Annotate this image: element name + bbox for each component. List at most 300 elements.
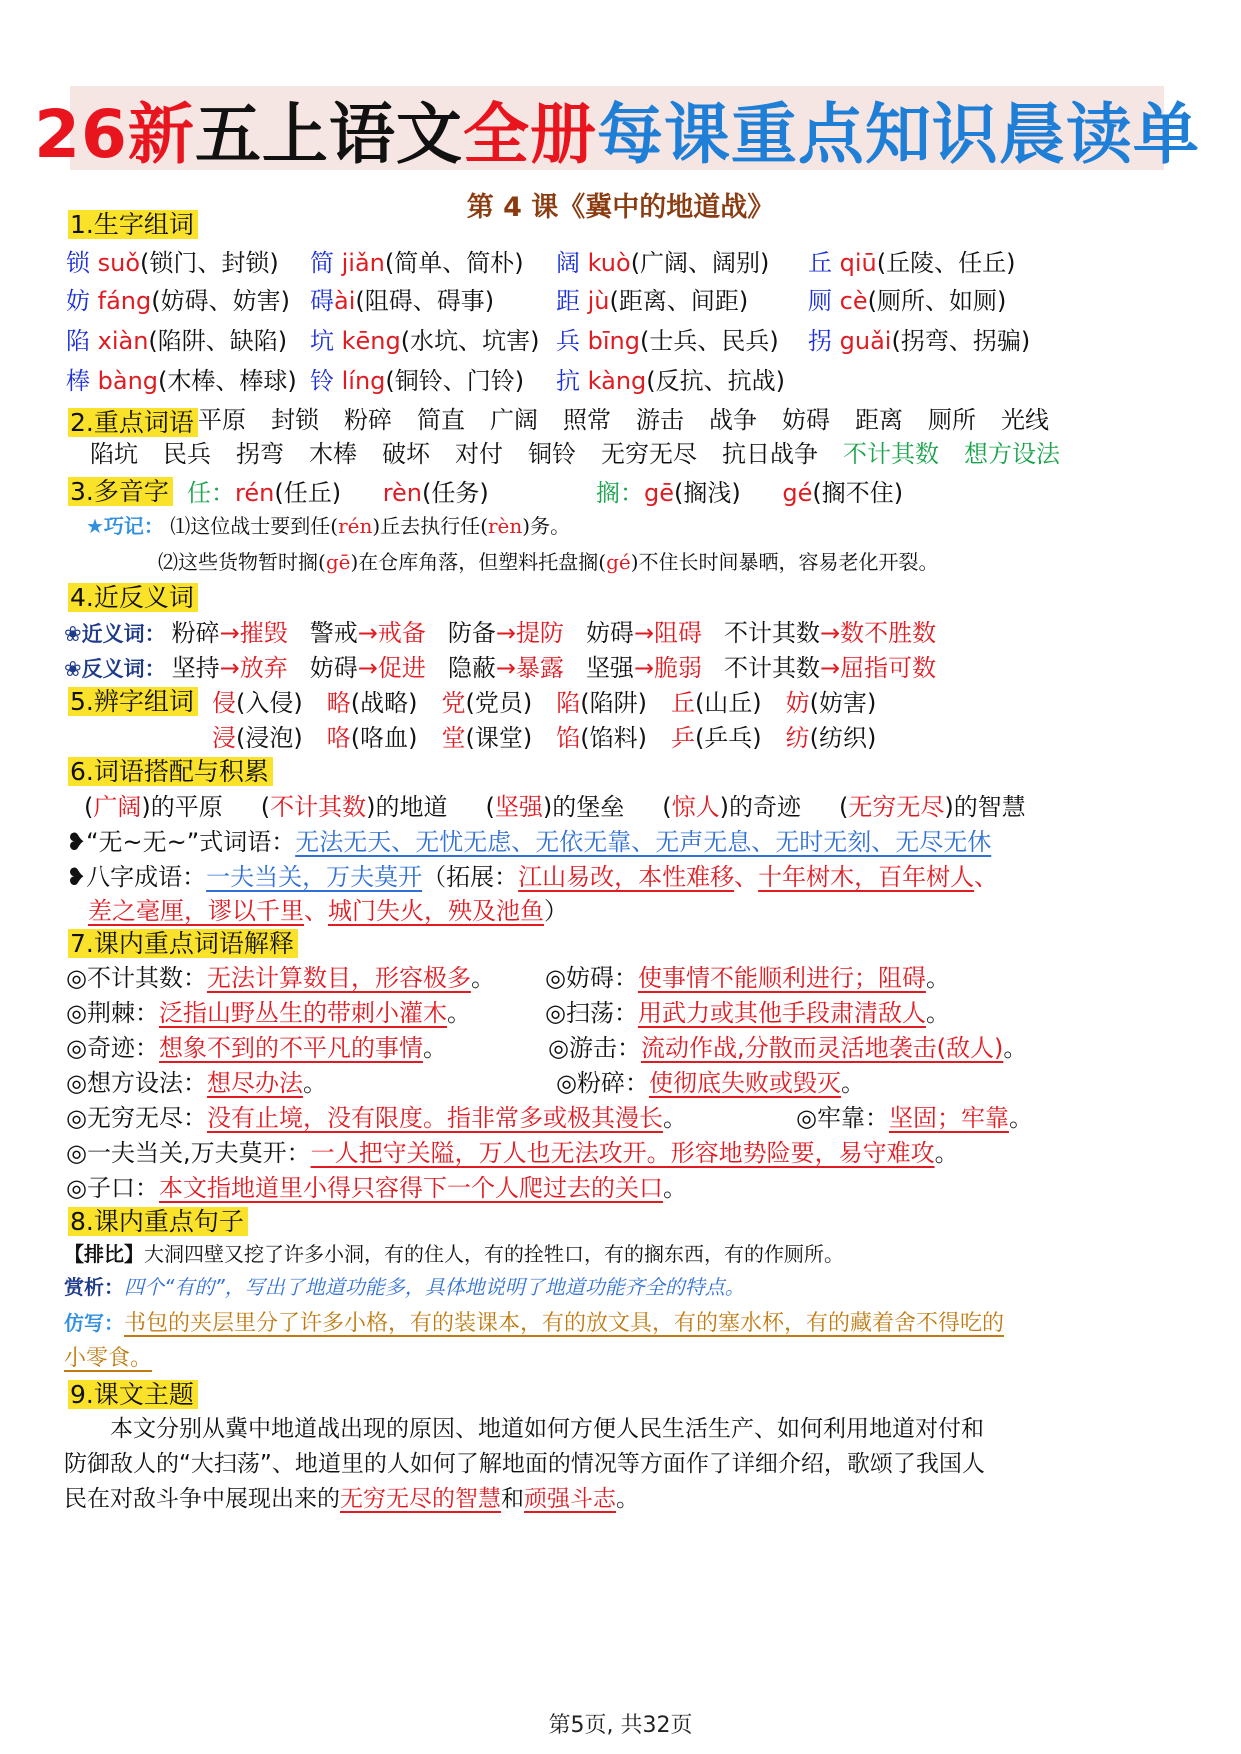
polyphone-char: 任：	[187, 479, 235, 507]
word: (乒乓)	[694, 724, 762, 752]
theme-highlight: 顽强斗志	[524, 1486, 616, 1512]
character: 侵	[212, 689, 236, 717]
words: (铜铃、门铃)	[385, 367, 525, 395]
arrow-icon: →	[820, 619, 841, 647]
noun: )的智慧	[944, 793, 1026, 821]
page-footer: 第5页, 共32页	[548, 1713, 693, 1738]
character-entry	[66, 321, 287, 356]
word: (妨害)	[809, 689, 877, 717]
words: (木棒、棒球)	[158, 367, 297, 395]
word: 坚持	[171, 654, 220, 682]
word: 屈指可数	[840, 654, 937, 682]
words: (广阔、阔别)	[630, 249, 770, 277]
definition-item	[66, 993, 471, 1028]
word: (战略)	[350, 689, 418, 717]
word: 妨碍	[309, 654, 358, 682]
word: 警戒	[309, 619, 358, 647]
title-part-4: 每课重点知识晨读单	[596, 95, 1200, 173]
key-word: 妨碍	[782, 406, 830, 434]
term: ◎游击：	[548, 1034, 641, 1062]
definition: 流动作战,分散而灵活地袭击(敌人)	[640, 1034, 1004, 1062]
character: 堂	[441, 724, 466, 752]
word-pair	[172, 619, 288, 647]
noun: )的平原	[141, 793, 223, 821]
character: 距	[556, 287, 580, 315]
tip-text: )在仓库角落，但塑料托盘搁(	[350, 550, 607, 574]
collocation	[839, 793, 1026, 821]
pinyin: ài	[334, 287, 356, 315]
word: 隐蔽	[447, 654, 496, 682]
char-compare	[786, 689, 877, 717]
analysis-row	[64, 1271, 745, 1300]
pinyin: rén	[338, 514, 373, 538]
theme-line-2: 防御敌人的“大扫荡”、地道里的人如何了解地面的情况等方面作了详细介绍，歌颂了我国人	[64, 1451, 985, 1477]
definition-item	[545, 993, 950, 1028]
sentence-text: 大洞四壁又挖了许多小洞，有的住人，有的拴牲口，有的搁东西，有的作厕所。	[144, 1242, 844, 1266]
character: 棒	[66, 367, 90, 395]
term: ◎无穷无尽：	[66, 1104, 207, 1132]
section-heading-2	[68, 403, 198, 439]
character: 纺	[785, 724, 810, 752]
extend-label: （拓展：	[422, 863, 519, 891]
word: (浸泡)	[236, 724, 303, 752]
word-pair	[724, 654, 936, 682]
heading-text: 7.课内重点词语解释	[68, 929, 298, 958]
definition: 使彻底失败或毁灭	[648, 1069, 841, 1097]
word: 暴露	[515, 654, 564, 682]
word-pair	[310, 654, 426, 682]
term: ◎荆棘：	[66, 999, 159, 1027]
word: 不计其数	[724, 654, 821, 682]
character-entry	[310, 321, 539, 356]
pinyin: gē	[644, 479, 674, 507]
character-entry	[66, 243, 279, 278]
character-entry	[556, 361, 785, 396]
character-entry	[310, 361, 524, 396]
character: 丘	[808, 249, 832, 277]
idiom-row: ❥八字成语：一夫当关，万夫莫开（拓展：江山易改，本性难移、十年树木，百年树人、	[66, 863, 999, 891]
char-compare	[556, 724, 647, 752]
words: (士兵、民兵)	[639, 327, 779, 355]
pinyin: rèn	[488, 514, 523, 538]
definition: 想象不到的不平凡的事情	[158, 1034, 423, 1062]
character: 妨	[66, 287, 90, 315]
words: (反抗、抗战)	[646, 367, 785, 395]
pinyin: líng	[334, 367, 386, 395]
pinyin: guǎi	[832, 327, 892, 355]
char-compare-row-1	[212, 683, 900, 718]
section-heading-6	[68, 752, 273, 788]
key-word: 民兵	[163, 440, 211, 468]
character-entry	[310, 243, 524, 278]
definition-item	[66, 1028, 447, 1063]
key-word: 厕所	[928, 406, 976, 434]
word: (搁不住)	[812, 479, 904, 507]
paren: (	[839, 793, 849, 821]
theme-text: 。	[616, 1486, 639, 1512]
section-heading-1	[68, 205, 198, 241]
arrow-icon: →	[219, 654, 240, 682]
heading-text: 9.课文主题	[68, 1380, 198, 1409]
definition: 本文指地道里小得只容得下一个人爬过去的关口	[158, 1174, 663, 1202]
collocation	[261, 793, 448, 821]
theme-text: 和	[501, 1486, 524, 1512]
idiom-extend: 差之毫厘，谬以千里	[88, 897, 304, 925]
theme-line-3	[64, 1480, 639, 1513]
words: (陷阱、缺陷)	[148, 327, 288, 355]
idiom-extend: 十年树木，百年树人	[758, 863, 975, 891]
paren: (	[84, 793, 94, 821]
polyphone-char: 搁：	[596, 479, 644, 507]
imitation-row-2	[64, 1341, 152, 1372]
pinyin: bīng	[580, 327, 640, 355]
word: 粉碎	[171, 619, 220, 647]
arrow-icon: →	[219, 619, 240, 647]
period: 。	[925, 999, 950, 1027]
key-word: 对付	[455, 440, 503, 468]
term: ◎奇迹：	[66, 1034, 159, 1062]
sentence-tag: 【排比】	[64, 1242, 144, 1266]
collocation	[486, 793, 625, 821]
modifier: 惊人	[671, 793, 720, 821]
key-word: 距离	[855, 406, 903, 434]
period: 。	[446, 999, 471, 1027]
arrow-icon: →	[633, 654, 655, 682]
word: (任务)	[422, 479, 489, 507]
definition-item	[796, 1098, 1033, 1133]
words: (厕所、如厕)	[867, 287, 1007, 315]
word: (课堂)	[465, 724, 533, 752]
antonym-label: ❀反义词：	[64, 657, 166, 681]
definition: 一人把守关隘，万人也无法攻开。形容地势险要，易守难攻	[310, 1139, 935, 1167]
character: 丘	[670, 689, 695, 717]
heading-text: 5.辨字组词	[68, 687, 198, 716]
arrow-icon: →	[633, 619, 655, 647]
definition-item	[66, 1168, 687, 1203]
noun: )的奇迹	[719, 793, 801, 821]
word-pair	[586, 619, 702, 647]
polyphone-ren	[187, 473, 489, 508]
word-pair	[724, 619, 936, 647]
period: 。	[662, 1104, 687, 1132]
term: ◎一夫当关,万夫莫开：	[66, 1139, 311, 1167]
char-compare-row-2	[212, 718, 900, 753]
word: 坚强	[585, 654, 634, 682]
modifier: 不计其数	[270, 793, 367, 821]
heading-text: 1.生字组词	[68, 210, 198, 239]
term: ◎粉碎：	[556, 1069, 649, 1097]
idiom-extend: 江山易改，本性难移	[518, 863, 735, 891]
word: (咯血)	[350, 724, 418, 752]
words: (简单、简朴)	[384, 249, 524, 277]
section-heading-9	[68, 1375, 198, 1411]
character-entry	[808, 281, 1006, 316]
key-word: 封锁	[271, 406, 319, 434]
period: 。	[1008, 1104, 1033, 1132]
word: (纺织)	[809, 724, 877, 752]
modifier: 广阔	[93, 793, 142, 821]
character: 妨	[785, 689, 810, 717]
definition-item	[556, 1063, 865, 1098]
word: 防备	[447, 619, 496, 647]
key-words-row-2	[90, 437, 1085, 471]
character: 浸	[212, 724, 236, 752]
char-compare	[441, 689, 532, 717]
definition-item	[66, 958, 495, 993]
word-pair	[172, 654, 288, 682]
period: 。	[840, 1069, 865, 1097]
character: 乒	[670, 724, 695, 752]
tip-text: ⑴这位战士要到任(	[170, 514, 339, 538]
term: ◎扫荡：	[545, 999, 638, 1027]
idiom-label: ❥八字成语：	[66, 863, 207, 891]
tip-text: )务。	[522, 514, 571, 538]
definition: 用武力或其他手段肃清敌人	[637, 999, 926, 1027]
theme-line-1: 本文分别从冀中地道战出现的原因、地道如何方便人民生活生产、如何利用地道对付和	[110, 1416, 984, 1442]
pinyin: cè	[832, 287, 868, 315]
character-entry	[66, 281, 290, 316]
word-pair	[310, 619, 426, 647]
character: 陷	[556, 689, 581, 717]
title-part-3: 全册	[462, 95, 597, 173]
heading-text: 8.课内重点句子	[68, 1207, 248, 1236]
collocation-row	[84, 787, 1064, 822]
pinyin: fáng	[90, 287, 152, 315]
key-sentence	[64, 1238, 844, 1267]
term: ◎不计其数：	[66, 964, 207, 992]
key-word: 无穷无尽	[601, 440, 697, 468]
pinyin: xiàn	[90, 327, 149, 355]
key-word: 陷坑	[90, 440, 138, 468]
char-compare	[556, 689, 647, 717]
words: (距离、间距)	[609, 287, 749, 315]
pinyin: jù	[580, 287, 610, 315]
character: 兵	[556, 327, 580, 355]
section-heading-3	[68, 472, 173, 508]
modifier: 坚强	[494, 793, 543, 821]
character: 陷	[66, 327, 90, 355]
char-compare	[327, 724, 418, 752]
word: 不计其数	[724, 619, 821, 647]
character: 略	[326, 689, 351, 717]
char-compare	[327, 689, 418, 717]
word: 戒备	[377, 619, 426, 647]
pinyin: qiū	[832, 249, 877, 277]
definition-item	[66, 1133, 959, 1168]
pinyin: jiǎn	[334, 249, 385, 277]
arrow-icon: →	[495, 619, 516, 647]
imitation-text: 书包的夹层里分了许多小格，有的装课本，有的放文具，有的塞水杯，有的藏着舍不得吃的	[124, 1311, 1005, 1336]
close-paren: ）	[544, 897, 568, 925]
pinyin: kēng	[334, 327, 401, 355]
character-entry	[66, 361, 297, 396]
character: 咯	[326, 724, 351, 752]
key-word: 木棒	[309, 440, 357, 468]
pinyin: bàng	[90, 367, 159, 395]
char-compare	[441, 724, 532, 752]
words: (妨碍、妨害)	[151, 287, 290, 315]
word: (入侵)	[236, 689, 303, 717]
term: ◎想方设法：	[66, 1069, 207, 1097]
word-pair	[586, 654, 702, 682]
heading-text: 3.多音字	[68, 477, 173, 506]
title-part-2: 五上语文	[194, 95, 463, 173]
pinyin: gé	[606, 550, 631, 574]
character-entry	[310, 281, 494, 316]
key-word: 简直	[417, 406, 465, 434]
word: (馅料)	[580, 724, 647, 752]
arrow-icon: →	[820, 654, 841, 682]
pinyin: kuò	[580, 249, 631, 277]
character: 党	[441, 689, 466, 717]
collocation	[84, 793, 223, 821]
char-compare	[212, 689, 303, 717]
period: 。	[422, 1034, 447, 1062]
polyphone-ge	[596, 473, 903, 508]
character: 坑	[310, 327, 334, 355]
words: (拐弯、拐骗)	[891, 327, 1031, 355]
pinyin: gē	[325, 550, 351, 574]
word: 阻碍	[654, 619, 703, 647]
word: 提防	[515, 619, 564, 647]
key-word: 光线	[1001, 406, 1049, 434]
character-entry	[556, 321, 779, 356]
heading-text: 6.词语搭配与积累	[68, 757, 273, 786]
paren: (	[260, 793, 271, 821]
synonym-label: ❀近义词：	[64, 622, 166, 646]
character: 抗	[556, 367, 580, 395]
character-entry	[808, 243, 1015, 278]
key-word: 照常	[563, 406, 611, 434]
definition-item	[545, 958, 950, 993]
period: 。	[934, 1139, 959, 1167]
character: 拐	[808, 327, 832, 355]
title-part-1: 26新	[34, 95, 195, 173]
section-heading-7	[68, 924, 298, 960]
word: 放弃	[239, 654, 288, 682]
key-word: 不计其数	[843, 440, 939, 468]
key-word: 拐弯	[236, 440, 284, 468]
word: (党员)	[465, 689, 533, 717]
key-word: 战争	[709, 406, 757, 434]
words: (水坑、坑害)	[400, 327, 540, 355]
period: 。	[925, 964, 950, 992]
char-compare	[671, 724, 762, 752]
key-word: 想方设法	[964, 440, 1060, 468]
char-compare	[786, 724, 877, 752]
theme-text: 民在对敌斗争中展现出来的	[64, 1486, 340, 1512]
word-pair	[448, 619, 564, 647]
definition-item	[66, 1098, 687, 1133]
memory-tip-2	[158, 546, 939, 575]
word: (搁浅)	[674, 479, 741, 507]
word: (任丘)	[274, 479, 342, 507]
arrow-icon: →	[357, 654, 378, 682]
character: 阔	[556, 249, 580, 277]
term: ◎妨碍：	[545, 964, 638, 992]
word: 脆弱	[654, 654, 703, 682]
wu-label: ❥“无~无~”式词语：	[66, 828, 296, 856]
noun: )的地道	[366, 793, 448, 821]
heading-text: 4.近反义词	[68, 583, 198, 612]
imitation-text: 小零食。	[64, 1346, 153, 1371]
imitation-row	[64, 1306, 1004, 1337]
character: 厕	[808, 287, 832, 315]
definition: 没有止境，没有限度。指非常多或极其漫长	[206, 1104, 663, 1132]
modifier: 无穷无尽	[848, 793, 945, 821]
period: 。	[1003, 1034, 1028, 1062]
character-entry	[556, 243, 769, 278]
definition-item	[548, 1028, 1027, 1063]
paren: (	[485, 793, 495, 821]
character-entry	[556, 281, 748, 316]
key-word: 铜铃	[528, 440, 576, 468]
section-heading-4	[68, 578, 198, 614]
key-word: 破坏	[382, 440, 430, 468]
key-word: 粉碎	[344, 406, 392, 434]
words: (锁门、封锁)	[140, 249, 279, 277]
definition: 无法计算数目，形容极多	[206, 964, 471, 992]
collocation	[662, 793, 801, 821]
definition: 想尽办法	[206, 1069, 303, 1097]
character: 铃	[310, 367, 334, 395]
key-words-row-1	[198, 403, 1074, 437]
tip-text: )丘去执行任(	[372, 514, 488, 538]
section-heading-5	[68, 682, 198, 718]
word: 摧毁	[239, 619, 288, 647]
section-heading-8	[68, 1202, 248, 1238]
idiom-main: 一夫当关，万夫莫开	[206, 863, 423, 891]
pinyin: rèn	[382, 479, 423, 507]
character: 碍	[310, 287, 334, 315]
wu-items: 无法无天、无忧无虑、无依无靠、无声无息、无时无刻、无尽无休	[295, 828, 992, 856]
words: (阻碍、碍事)	[355, 287, 495, 315]
words: (丘陵、任丘)	[876, 249, 1016, 277]
character: 简	[310, 249, 334, 277]
definition: 使事情不能顺利进行；阻碍	[637, 964, 926, 992]
key-word: 抗日战争	[722, 440, 818, 468]
key-word: 游击	[636, 406, 684, 434]
pinyin: gé	[782, 479, 813, 507]
term: ◎牢靠：	[796, 1104, 889, 1132]
lesson-title: 第 4 课《冀中的地道战》	[466, 192, 775, 223]
period: 。	[470, 964, 495, 992]
word: 妨碍	[585, 619, 634, 647]
pinyin: rén	[235, 479, 275, 507]
term: ◎子口：	[66, 1174, 159, 1202]
key-word: 广阔	[490, 406, 538, 434]
heading-text: 2.重点词语	[68, 408, 198, 437]
analysis-text: 四个“有的”，写出了地道功能多，具体地说明了地道功能齐全的特点。	[124, 1275, 745, 1299]
period: 。	[662, 1174, 687, 1202]
word: (山丘)	[694, 689, 762, 717]
tip-text: ⑵这些货物暂时搁(	[158, 550, 326, 574]
char-compare	[671, 689, 762, 717]
pinyin: suǒ	[90, 249, 141, 277]
character-entry	[808, 321, 1030, 356]
paren: (	[662, 793, 672, 821]
definition: 泛指山野丛生的带刺小灌木	[158, 999, 447, 1027]
analysis-label: 赏析：	[64, 1275, 124, 1299]
arrow-icon: →	[357, 619, 378, 647]
word-pair	[448, 654, 564, 682]
period: 。	[302, 1069, 327, 1097]
synonym-row	[64, 613, 958, 648]
tip-text: )不住长时间暴晒，容易老化开裂。	[630, 550, 939, 574]
pinyin: kàng	[580, 367, 647, 395]
memory-tip-1	[86, 510, 570, 539]
idiom-row-2: 差之毫厘，谬以千里、城门失火，殃及池鱼）	[88, 897, 568, 925]
